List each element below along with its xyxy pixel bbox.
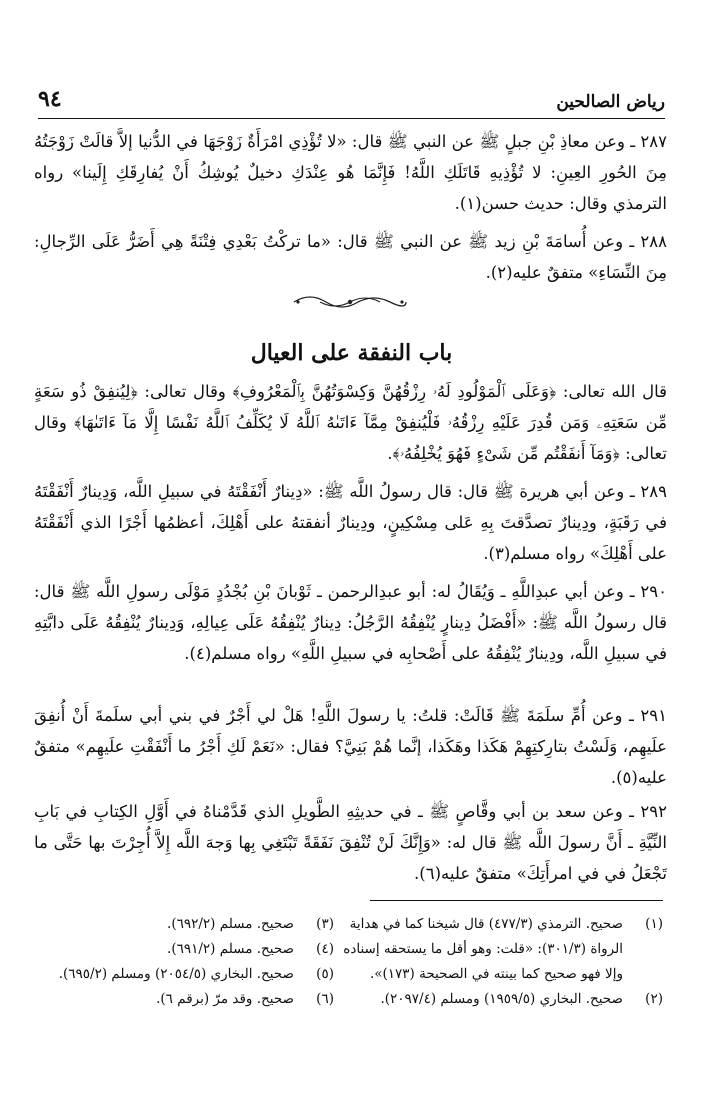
footnote-4 (34, 937, 334, 962)
page-number: ٩٤ (38, 86, 62, 112)
footnotes-right-column (343, 912, 663, 1012)
footnote-3 (34, 912, 334, 937)
footnote-number: (٥) (316, 966, 334, 982)
hadith-289: ٢٨٩ ـ وعن أبي هريرة ﷺ قال: قال رسولُ اللَّه ﷺ: «دِينارٌ أَنْفَقْتَهُ في سبيلِ اللَّه، وَدِينارٌ أَنْفَقْتَهُ في رَقَبَةٍ، ودِينارٌ تصدَّقتَ بِهِ عَلى مِسْكِينٍ، ودِينارٌ أنفقتهُ على أَهْلِكَ، أعظمُها أَجْرًا الذي أَنْفَقْتَهُ على أَهْلِكَ» رواه مسلم(٣). (34, 482, 667, 563)
footnote-number: (٤) (316, 941, 334, 957)
footnote-2 (343, 987, 663, 1012)
footnote-number: (١) (645, 916, 663, 932)
hadith-287: ٢٨٧ ـ وعن معاذِ بْنِ جبلٍ ﷺ عن النبي ﷺ قال: «لا تُؤْذِي امْرَأَةٌ زَوْجَهَا في الدُّنيا إلاَّ قالَتْ زَوْجَتُهُ مِنَ الحُورِ العِينِ: لا تُؤْذِيهِ قَاتَلَكِ اللَّهُ! فَإِنَّمَا هُو عِنْدَكِ دخيلٌ يُوشِكُ أَنْ يُفارِقَكِ إِلَينا» رواه الترمذي وقال: حديث حسن(١). (34, 132, 667, 213)
footnote-number: (٦) (316, 991, 334, 1007)
footnote-number: (٣) (316, 916, 334, 932)
hadith-292: ٢٩٢ ـ وعن سعد بن أبي وقَّاصٍ ﷺ ـ في حديثِهِ الطَّويلِ الذي قَدَّمْناهُ في أَوَّلِ الكِتابِ في بَابِ النِّيَّةِ ـ أَنَّ رسولَ اللَّه ﷺ قال له: «وَإِنَّكَ لَنْ تُنْفِقَ نَفَقَةً تَبْتَغِي بِها وَجهَ اللَّه إِلاَّ أُجِرْتَ بها حَتَّى ما تَجْعَلُ في في امرأَتِكَ» متفقٌ عليه(٦). (34, 802, 667, 883)
footnote-5 (34, 962, 334, 987)
hadith-288: ٢٨٨ ـ وعن أُسامَةَ بْنِ زيد ﷺ عن النبي ﷺ قال: «ما تركْتُ بَعْدِي فِتْنَةً هِي أَضَرُّ عَلَى الرِّجالِ: مِنَ النِّسَاءِ» متفقٌ عليه(٢). (34, 232, 667, 282)
chapter-title: باب النفقة على العيال (250, 340, 453, 366)
footnote-1 (343, 912, 663, 987)
footnote-number: (٢) (645, 991, 663, 1007)
footnote-text: صحيح. البخاري (١٩٥٩/٥) ومسلم (٢٠٩٧/٤). (380, 991, 623, 1007)
quran-verses: قال الله تعالى: ﴿وَعَلَى ٱلْمَوْلُودِ لَهُۥ رِزْقُهُنَّ وَكِسْوَتُهُنَّ بِٱلْمَعْرُوفِ﴾ وقال تعالى: ﴿لِيُنفِقْ ذُو سَعَةٍ مِّن سَعَتِهِۦ وَمَن قُدِرَ عَلَيْهِ رِزْقُهُۥ فَلْيُنفِقْ مِمَّآ ءَاتَىٰهُ ٱللَّهُ لَا يُكَلِّفُ ٱللَّهُ نَفْسًا إِلَّا مَآ ءَاتَىٰهَا﴾ وقال تعالى: ﴿وَمَآ أَنفَقْتُم مِّن شَىْءٍ فَهُوَ يُخْلِفُهُۥ﴾. (34, 382, 667, 463)
footnote-text: صحيح. الترمذي (٤٧٧/٣) قال شيخنا كما في هداية الرواة (٣٠١/٣): «قلت: وهو أقل ما يستحقه إسناده وإلا فهو صحيح كما بينته في الصحيحة (١٧٣)». (343, 916, 623, 982)
footnote-text: صحيح. مسلم (٦٩٢/٢). (167, 916, 294, 932)
footnotes-left-column (34, 912, 334, 1012)
divider-ornament (290, 290, 410, 314)
book-title: رياض الصالحين (556, 92, 665, 112)
footnote-rule (370, 900, 663, 901)
header-rule (38, 118, 665, 119)
footnote-text: صحيح. مسلم (٦٩١/٢). (167, 941, 294, 957)
footnote-text: صحيح. وقد مرّ (برقم ٦). (156, 991, 294, 1007)
running-header (38, 86, 665, 120)
hadith-291: ٢٩١ ـ وعن أُمِّ سلَمَةَ ﷺ قَالَتْ: قلتُ: يا رسولَ اللَّهِ! هَلْ لي أَجْرٌ في بني أبي سلَمةَ أَنْ أُنفِقَ علَيهِم، وَلَسْتُ بتارِكتِهِمْ هَكَذا وهَكَذا، إنَّما هُمْ بَنِيَّ؟ فقال: «نَعَمْ لَكِ أَجْرُ ما أَنْفَقْتِ علَيهِم» متفقٌ عليه(٥). (34, 706, 667, 787)
footnote-text: صحيح. البخاري (٢٠٥٤/٥) ومسلم (٦٩٥/٢). (58, 966, 294, 982)
hadith-290: ٢٩٠ ـ وعن أبي عبدِاللَّهِ ـ وَيُقَالُ له: أبو عبدِالرحمن ـ ثَوْبانَ بْنِ بُجْدُدٍ مَوْلَى رسولِ اللَّه ﷺ قال: قال رسولُ اللَّه ﷺ: «أَفْضَلُ دِينارٍ يُنْفِقُهُ الرَّجُلُ: دِينارٌ يُنْفِقُهُ عَلَى عِيالِهِ، وَدِينارٌ يُنْفِقُهُ عَلَى دابَّتِهِ في سبيلِ اللَّه، ودِينارٌ يُنْفِقُهُ على أَصْحابِه في سبيلِ اللَّهِ» رواه مسلم(٤). (34, 582, 667, 663)
footnote-6 (34, 987, 334, 1012)
